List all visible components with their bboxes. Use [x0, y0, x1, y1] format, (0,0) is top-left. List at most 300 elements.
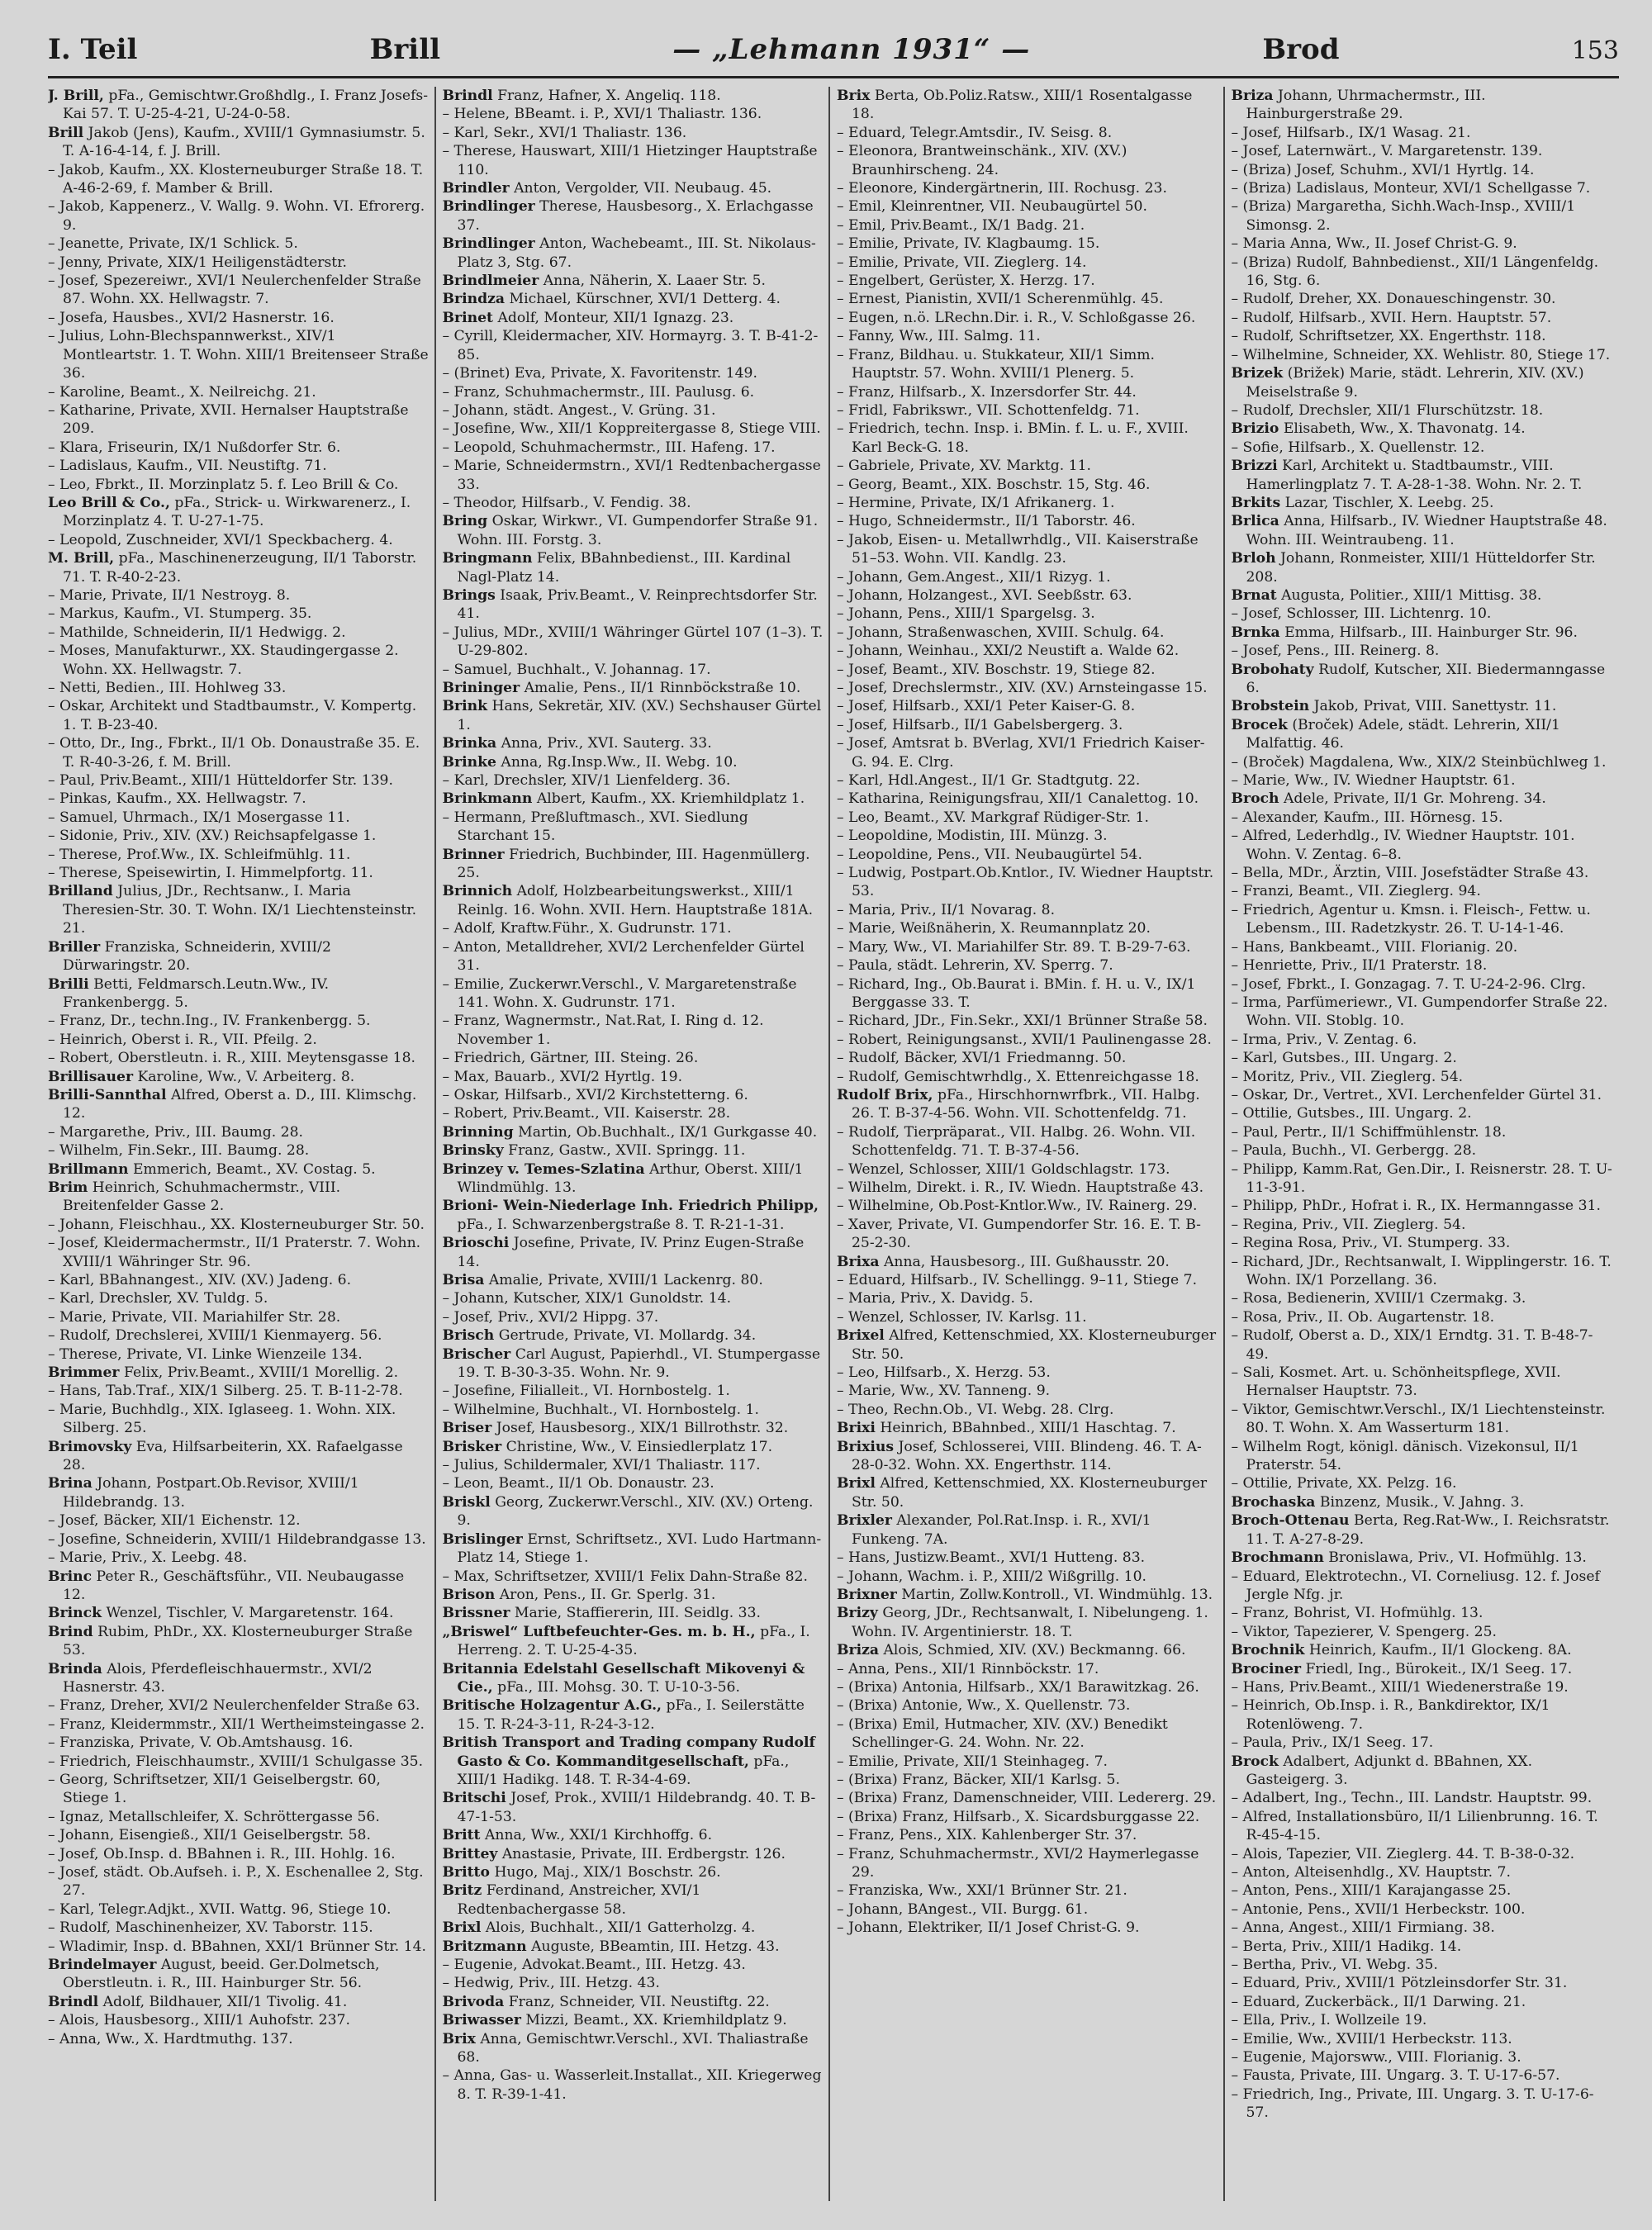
entry-surname: Brilland: [48, 883, 113, 900]
entry-details: – Antonie, Pens., XVII/1 Herbeckstr. 100.: [1231, 1900, 1526, 1918]
entry-details: – Sali, Kosmet. Art. u. Schönheitspflege, XVII. Hernalser Hauptstr. 73.: [1231, 1364, 1561, 1400]
entry-details: – (Broček) Magdalena, Ww., XIX/2 Steinbüchlweg 1.: [1231, 753, 1607, 771]
entry-details: Lazar, Tischler, X. Leebg. 25.: [1284, 494, 1494, 511]
directory-entry: [48, 1826, 430, 1844]
directory-entry: [837, 1808, 1218, 1826]
directory-entry: [837, 901, 1218, 919]
entry-details: – Josef, Spezereiwr., XVI/1 Neulerchenfelder Straße 87. Wohn. XX. Hellwagstr. 7.: [48, 273, 421, 308]
directory-entry: [837, 1919, 1218, 1937]
entry-surname: Brixler: [837, 1512, 892, 1530]
directory-entry: [443, 1660, 824, 1697]
directory-entry: [837, 494, 1218, 512]
entry-details: – Rudolf, Drechsler, XII/1 Flurschützstr. 18.: [1231, 401, 1544, 419]
directory-entry: [1232, 642, 1615, 660]
entry-details: – Johann, Kutscher, XIX/1 Gunoldstr. 14.: [442, 1290, 732, 1307]
directory-entry: [443, 309, 824, 327]
directory-entry: [1232, 2048, 1615, 2066]
entry-surname: Britto: [442, 1864, 490, 1881]
entry-details: Franz, Hafner, X. Angeliq. 118.: [497, 88, 721, 104]
directory-entry: [48, 1845, 430, 1863]
entry-surname: Brinzey v. Temes-Szlatina: [442, 1160, 645, 1178]
entry-details: – Ottilie, Gutsbes., III. Ungarg. 2.: [1231, 1105, 1472, 1122]
directory-entry: [443, 1438, 824, 1456]
entry-details: – Hans, Priv.Beamt., XIII/1 Wiedenerstraße 19.: [1231, 1678, 1569, 1696]
directory-entry: [1232, 1660, 1615, 1678]
entry-details: – Rudolf, Bäcker, XVI/1 Friedmanng. 50.: [837, 1050, 1127, 1067]
directory-entry: [837, 179, 1218, 197]
entry-details: – Johann, Gem.Angest., XII/1 Rizyg. 1.: [837, 568, 1111, 586]
entry-details: – Fanny, Ww., III. Salmg. 11.: [837, 328, 1041, 345]
entry-details: August, beeid. Ger.Dolmetsch, Oberstleutn. i. R., III. Hainburger Str. 56.: [63, 1957, 380, 1992]
directory-entry: [1232, 1753, 1615, 1790]
entry-details: pFa., Strick- u. Wirkwarenerz., I. Morzinplatz 4. T. U-27-1-75.: [63, 494, 411, 530]
directory-entry: [443, 494, 824, 512]
entry-details: – Karl, BBahnangest., XIV. (XV.) Jadeng. 6.: [48, 1272, 352, 1288]
directory-entry: [1232, 254, 1615, 291]
directory-entry: [443, 1586, 824, 1604]
entry-surname: Brociner: [1231, 1660, 1302, 1677]
entry-details: – Rudolf, Gemischtwrhdlg., X. Ettenreichgasse 18.: [837, 1068, 1199, 1085]
directory-entry: [443, 1049, 824, 1067]
directory-entry: [837, 568, 1218, 586]
directory-entry: [837, 1068, 1218, 1086]
directory-entry: [443, 679, 824, 697]
entry-details: Emmerich, Beamt., XV. Costag. 5.: [132, 1160, 376, 1178]
directory-entry: [1232, 1401, 1615, 1438]
entry-details: – Richard, Ing., Ob.Baurat i. BMin. f. H. u. V., IX/1 Berggasse 33. T.: [837, 975, 1196, 1011]
entry-details: Berta, Reg.Rat-Ww., I. Reichsratstr. 11. T. A-27-8-29.: [1246, 1512, 1610, 1548]
directory-entry: [443, 753, 824, 771]
directory-entry: [837, 605, 1218, 623]
entry-details: Betti, Feldmarsch.Leutn.Ww., IV. Frankenbergg. 5.: [63, 975, 330, 1011]
entry-details: – Friedrich, Fleischhaumstr., XVIII/1 Schulgasse 35.: [48, 1753, 424, 1770]
entry-details: – Eduard, Hilfsarb., IV. Schellingg. 9–11, Stiege 7.: [837, 1272, 1198, 1288]
directory-entry: [1232, 1123, 1615, 1141]
entry-details: – Markus, Kaufm., VI. Stumperg. 35.: [48, 605, 312, 623]
entry-details: Heinrich, Kaufm., II/1 Glockeng. 8A.: [1308, 1642, 1572, 1659]
entry-details: – Johann, Holzangest., XVI. Seebßstr. 63.: [837, 586, 1132, 604]
entry-details: – Samuel, Buchhalt., V. Johannag. 17.: [442, 661, 711, 678]
directory-entry: [1232, 1604, 1615, 1622]
entry-details: Karl, Architekt u. Stadtbaumstr., VIII. Hamerlingplatz 7. T. A-28-1-38. Wohn. Nr. 2. T.: [1246, 458, 1583, 493]
directory-entry: [1232, 1511, 1615, 1549]
directory-entry: [837, 197, 1218, 216]
directory-entry: [1232, 1919, 1615, 1937]
directory-entry: [48, 1234, 430, 1271]
entry-surname: Brioni- Wein-Niederlage Inh. Friedrich Philipp,: [442, 1198, 819, 1215]
entry-details: – Hugo, Schneidermstr., II/1 Taborstr. 46.: [837, 513, 1136, 530]
entry-surname: „Briswel“ Luftbefeuchter-Ges. m. b. H.,: [442, 1623, 756, 1640]
entry-details: – (Briza) Ladislaus, Monteur, XVI/1 Schellgasse 7.: [1231, 180, 1591, 197]
entry-details: Josef, Prok., XVIII/1 Hildebrandg. 40. T. B-47-1-53.: [457, 1790, 816, 1825]
entry-details: – Theo, Rechn.Ob., VI. Webg. 28. Clrg.: [837, 1401, 1114, 1418]
last-name-guide: Brod: [1262, 33, 1340, 66]
entry-details: – Ludwig, Postpart.Ob.Kntlor., IV. Wiedner Hauptstr. 53.: [837, 865, 1214, 900]
entry-details: – Franzi, Beamt., VII. Zieglerg. 94.: [1231, 883, 1481, 900]
directory-entry: [443, 1289, 824, 1307]
directory-entry: [443, 272, 824, 290]
entry-details: – Alfred, Installationsbüro, II/1 Lilienbrunng. 16. T. R-45-4-15.: [1231, 1808, 1598, 1844]
entry-details: – Jakob, Eisen- u. Metallwrhdlg., VII. Kaiserstraße 51–53. Wohn. VII. Kandlg. 23.: [837, 531, 1199, 567]
entry-surname: Brioschi: [442, 1235, 510, 1252]
entry-surname: Brindler: [442, 180, 510, 197]
entry-details: Anna, Näherin, X. Laaer Str. 5.: [543, 273, 766, 290]
entry-surname: Brindlinger: [442, 198, 535, 216]
directory-entry: [1232, 1881, 1615, 1900]
entry-details: – Josef, Schlosser, III. Lichtenrg. 10.: [1231, 605, 1492, 623]
directory-entry: [443, 1123, 824, 1141]
entry-details: – Regina Rosa, Priv., VI. Stumperg. 33.: [1231, 1235, 1511, 1252]
entry-details: Anton, Wachebeamt., III. St. Nikolaus-Platz 3, Stg. 67.: [457, 235, 816, 271]
directory-entry: [48, 1308, 430, 1326]
entry-details: – Johann, Straßenwaschen, XVIII. Schulg. 64.: [837, 624, 1165, 641]
directory-entry: [443, 87, 824, 105]
directory-entry: [837, 1696, 1218, 1715]
entry-surname: J. Brill,: [48, 88, 104, 104]
directory-entry: [1232, 882, 1615, 900]
entry-details: – Helene, BBeamt. i. P., XVI/1 Thaliastr. 136.: [442, 106, 762, 123]
directory-entry: [443, 2066, 824, 2104]
entry-details: – Rosa, Bedienerin, XVIII/1 Czermakg. 3.: [1231, 1290, 1526, 1307]
directory-entry: [443, 1382, 824, 1400]
entry-details: – Josef, Hilfsarb., XXI/1 Peter Kaiser-G. 8.: [837, 698, 1136, 715]
directory-entry: [443, 1419, 824, 1437]
directory-entry: [1232, 1289, 1615, 1307]
directory-entry: [837, 1289, 1218, 1307]
directory-entry: [443, 1493, 824, 1530]
directory-entry: [837, 1604, 1218, 1641]
directory-entry: [48, 124, 430, 161]
entry-surname: British Transport and Trading company Rudolf Gasto & Co. Kommanditgesellschaft,: [442, 1734, 815, 1770]
entry-details: – (Brixa) Emil, Hutmacher, XIV. (XV.) Benedikt Schellinger-G. 24. Wohn. Nr. 22.: [837, 1715, 1168, 1752]
entry-details: Georg, JDr., Rechtsanwalt, I. Nibelungeng. 1. Wohn. IV. Argentinierstr. 18. T.: [852, 1605, 1208, 1640]
directory-entry: [443, 1456, 824, 1474]
entry-details: – Franz, Kleidermmstr., XII/1 Wertheimsteingasse 2.: [48, 1715, 425, 1733]
entry-details: – Josef, Pens., III. Reinerg. 8.: [1231, 643, 1440, 660]
entry-details: (Brižek) Marie, städt. Lehrerin, XIV. (XV.) Meiselstraße 9.: [1246, 365, 1584, 401]
entry-details: – Josefine, Ww., XII/1 Koppreitergasse 8, Stiege VIII.: [442, 420, 821, 438]
entry-surname: Brillisauer: [48, 1068, 133, 1085]
directory-entry: [443, 383, 824, 401]
entry-details: – Eleonore, Kindergärtnerin, III. Rochusg. 23.: [837, 180, 1167, 197]
page-number: 153: [1571, 36, 1619, 65]
directory-entry: [837, 1715, 1218, 1753]
directory-entry: [443, 1956, 824, 1974]
directory-entry: [1232, 2011, 1615, 2029]
entry-details: Alois, Buchhalt., XII/1 Gatterholzg. 4.: [485, 1919, 756, 1937]
directory-entry: [1232, 1160, 1615, 1198]
entry-details: – Paula, städt. Lehrerin, XV. Sperrg. 7.: [837, 957, 1113, 975]
directory-entry: [48, 771, 430, 790]
entry-details: – Franziska, Private, V. Ob.Amtshausg. 16.: [48, 1734, 354, 1752]
directory-entry: [48, 235, 430, 253]
entry-details: Josef, Hausbesorg., XIX/1 Billrothstr. 32.: [496, 1420, 789, 1437]
directory-entry: [443, 1012, 824, 1049]
entry-details: – Therese, Speisewirtin, I. Himmelpfortg. 11.: [48, 865, 373, 882]
entry-details: – Paula, Priv., IX/1 Seeg. 17.: [1231, 1734, 1434, 1752]
entry-details: Anna, Hausbesorg., III. Gußhausstr. 20.: [883, 1253, 1170, 1270]
entry-surname: Brischer: [442, 1345, 511, 1363]
entry-details: – Josef, Fbrkt., I. Gonzagag. 7. T. U-24-2-96. Clrg.: [1231, 975, 1586, 993]
entry-details: pFa., I. Seilerstätte 15. T. R-24-3-11, R-24-3-12.: [457, 1697, 805, 1733]
entry-details: – Johann, Fleischhau., XX. Klosterneuburger Str. 50.: [48, 1216, 425, 1233]
directory-entry: [837, 1308, 1218, 1326]
directory-entry: [443, 1308, 824, 1326]
directory-entry: [443, 1623, 824, 1660]
page-header: [48, 33, 1619, 78]
entry-details: – Leo, Hilfsarb., X. Herzg. 53.: [837, 1364, 1051, 1382]
directory-entry: [1232, 1234, 1615, 1252]
entry-details: – Alois, Tapezier, VII. Zieglerg. 44. T. B-38-0-32.: [1231, 1845, 1575, 1862]
directory-entry: [48, 809, 430, 827]
entry-details: Alfred, Kettenschmied, XX. Klosterneuburger Str. 50.: [852, 1475, 1208, 1511]
entry-details: – Eduard, Elektrotechn., VI. Corneliusg. 12. f. Josef Jergle Nfg. jr.: [1231, 1568, 1600, 1603]
entry-details: – Alexander, Kaufm., III. Hörnesg. 15.: [1231, 809, 1503, 826]
entry-details: – Richard, JDr., Fin.Sekr., XXI/1 Brünner Straße 58.: [837, 1013, 1208, 1030]
entry-details: – Emilie, Private, IV. Klagbaumg. 15.: [837, 235, 1100, 253]
entry-details: – Marie, Schneidermstrn., XVI/1 Redtenbachergasse 33.: [442, 458, 821, 493]
entry-surname: Brocek: [1231, 716, 1288, 733]
directory-entry: [443, 882, 824, 919]
entry-details: – Johann, Elektriker, II/1 Josef Christ-G. 9.: [837, 1919, 1140, 1937]
directory-entry: [1232, 1308, 1615, 1326]
entry-details: – Wilhelm Rogt, königl. dänisch. Vizekonsul, II/1 Praterstr. 54.: [1231, 1438, 1579, 1474]
directory-entry: [1232, 1993, 1615, 2011]
directory-entry: [443, 1326, 824, 1345]
entry-details: – Leon, Beamt., II/1 Ob. Donaustr. 23.: [442, 1475, 714, 1492]
entry-details: Anastasie, Private, III. Erdbergstr. 126.: [501, 1845, 786, 1862]
entry-details: – Franz, Hilfsarb., X. Inzersdorfer Str. 44.: [837, 383, 1137, 401]
entry-surname: Brisa: [442, 1272, 485, 1288]
entry-details: Therese, Hausbesorg., X. Erlachgasse 37.: [457, 198, 814, 234]
entry-details: – Leopoldine, Pens., VII. Neubaugürtel 54.: [837, 846, 1142, 863]
directory-entry: [48, 272, 430, 309]
entry-surname: Brink: [442, 698, 488, 715]
entry-surname: Briller: [48, 938, 101, 956]
entry-surname: Brixel: [837, 1327, 885, 1345]
entry-details: – Jeanette, Private, IX/1 Schlick. 5.: [48, 235, 298, 253]
directory-entry: [443, 2030, 824, 2067]
entry-details: – Franz, Bildhau. u. Stukkateur, XII/1 Simm. Hauptstr. 57. Wohn. XVIII/1 Plenerg. 5.: [837, 346, 1155, 382]
directory-entry: [443, 846, 824, 883]
directory-entry: [1232, 1678, 1615, 1696]
entry-details: – Eduard, Telegr.Amtsdir., IV. Seisg. 8.: [837, 124, 1113, 141]
entry-details: – Eduard, Priv., XVIII/1 Pötzleinsdorfer Str. 31.: [1231, 1975, 1568, 1992]
directory-entry: [443, 1863, 824, 1881]
entry-details: – Johann, städt. Angest., V. Grüng. 31.: [442, 401, 716, 419]
entry-details: Isaak, Priv.Beamt., V. Reinprechtsdorfer Str. 41.: [457, 586, 818, 623]
directory-entry: [48, 1660, 430, 1697]
directory-entry: [1232, 1696, 1615, 1734]
directory-entry: [443, 197, 824, 235]
directory-entry: [1232, 1845, 1615, 1863]
directory-entry: [837, 1845, 1218, 1882]
directory-entry: [48, 1438, 430, 1475]
entry-details: – Mathilde, Schneiderin, II/1 Hedwigg. 2.: [48, 624, 346, 641]
directory-entry: [443, 1068, 824, 1086]
entry-surname: Brochnik: [1231, 1642, 1305, 1659]
entry-details: – Ernest, Pianistin, XVII/1 Scherenmühlg. 45.: [837, 291, 1164, 308]
entry-surname: Brislinger: [442, 1530, 523, 1548]
directory-entry: [837, 716, 1218, 734]
directory-entry: [443, 439, 824, 457]
directory-entry: [48, 1289, 430, 1307]
entry-details: Elisabeth, Ww., X. Thavonatg. 14.: [1283, 420, 1526, 438]
entry-surname: Brinck: [48, 1605, 102, 1622]
directory-entry: [48, 309, 430, 327]
entry-details: Julius, JDr., Rechtsanw., I. Maria Theresien-Str. 30. T. Wohn. IX/1 Liechtensteinstr. 21.: [63, 883, 417, 937]
directory-entry: [443, 1993, 824, 2011]
directory-entry: [837, 1474, 1218, 1511]
directory-entry: [837, 1160, 1218, 1179]
entry-details: – Eugenie, Majorsww., VIII. Florianig. 3.: [1231, 2049, 1521, 2066]
entry-details: Amalie, Pens., II/1 Rinnböckstraße 10.: [524, 680, 801, 696]
entry-details: – Karl, Drechsler, XV. Tuldg. 5.: [48, 1290, 268, 1307]
entry-details: – Paula, Buchh., VI. Gerbergg. 28.: [1231, 1142, 1477, 1160]
entry-details: – Hans, Bankbeamt., VIII. Florianig. 20.: [1231, 938, 1518, 956]
directory-entry: [443, 1271, 824, 1289]
directory-entry: [1232, 1956, 1615, 1974]
entry-details: Heinrich, Schuhmachermstr., VIII. Breitenfelder Gasse 2.: [63, 1179, 341, 1215]
entry-details: – Irma, Parfümeriewr., VI. Gumpendorfer Straße 22. Wohn. VII. Stoblg. 10.: [1231, 994, 1608, 1030]
entry-details: Karoline, Ww., V. Arbeiterg. 8.: [137, 1068, 355, 1085]
entry-details: – Maria, Priv., II/1 Novarag. 8.: [837, 901, 1056, 918]
entry-surname: Brix: [837, 88, 871, 104]
entry-details: – Gabriele, Private, XV. Marktg. 11.: [837, 458, 1091, 475]
entry-details: – Paul, Priv.Beamt., XIII/1 Hütteldorfer Str. 139.: [48, 772, 393, 790]
directory-entry: [48, 1401, 430, 1438]
entry-surname: Brilli-Sannthal: [48, 1086, 167, 1103]
entry-details: – Xaver, Private, VI. Gumpendorfer Str. 16. E. T. B-25-2-30.: [837, 1216, 1201, 1252]
part-label: I. Teil: [48, 33, 138, 66]
directory-entry: [1232, 420, 1615, 438]
directory-entry: [443, 919, 824, 937]
entry-details: Anna, Hilfsarb., IV. Wiedner Hauptstraße 48. Wohn. III. Weintraubeng. 11.: [1246, 513, 1607, 548]
directory-entry: [48, 605, 430, 623]
entry-details: pFa., I. Schwarzenbergstraße 8. T. R-21-1-31.: [457, 1216, 785, 1233]
directory-entry: [48, 476, 430, 494]
directory-entry: [48, 938, 430, 975]
entry-details: Anna, Ww., XXI/1 Kirchhoffg. 6.: [484, 1827, 713, 1844]
entry-details: – Berta, Priv., XIII/1 Hadikg. 14.: [1231, 1938, 1462, 1955]
entry-details: Josefine, Private, IV. Prinz Eugen-Straße 14.: [457, 1235, 805, 1270]
entry-details: – Josef, Bäcker, XII/1 Eichenstr. 12.: [48, 1512, 301, 1530]
directory-entry: [48, 1715, 430, 1734]
entry-details: – Emil, Kleinrentner, VII. Neubaugürtel 50.: [837, 198, 1147, 216]
entry-details: – Bella, MDr., Ärztin, VIII. Josefstädter Straße 43.: [1231, 865, 1589, 882]
directory-entry: [837, 401, 1218, 420]
entry-surname: Brix: [442, 2030, 476, 2047]
directory-entry: [443, 1696, 824, 1734]
entry-details: Anna, Gemischtwr.Verschl., XVI. Thaliastraße 68.: [457, 2030, 809, 2066]
entry-details: Hans, Sekretär, XIV. (XV.) Sechshauser Gürtel 1.: [457, 698, 822, 733]
entry-details: – Johann, BAngest., VII. Burgg. 61.: [837, 1900, 1089, 1918]
directory-entry: [1232, 1474, 1615, 1492]
entry-details: – Moritz, Priv., VII. Zieglerg. 54.: [1231, 1068, 1464, 1085]
directory-entry: [48, 1771, 430, 1808]
entry-details: – Richard, JDr., Rechtsanwalt, I. Wipplingerstr. 16. T. Wohn. IX/1 Porzellang. 36.: [1231, 1253, 1612, 1288]
directory-entry: [443, 1974, 824, 1992]
entry-surname: Brindelmayer: [48, 1957, 157, 1974]
entry-surname: Brill: [48, 124, 84, 141]
entry-details: – Moses, Manufakturwr., XX. Staudingergasse 2. Wohn. XX. Hellwagstr. 7.: [48, 643, 399, 678]
entry-details: – Friedrich, techn. Insp. i. BMin. f. L. u. F., XVIII. Karl Beck-G. 18.: [837, 420, 1189, 456]
directory-entry: [1232, 309, 1615, 327]
entry-details: – Georg, Schriftsetzer, XII/1 Geiselbergstr. 60, Stiege 1.: [48, 1771, 381, 1807]
directory-entry: [1232, 1493, 1615, 1511]
directory-entry: [443, 512, 824, 549]
directory-columns: [48, 87, 1619, 2201]
directory-entry: [443, 1845, 824, 1863]
directory-entry: [1232, 809, 1615, 827]
directory-entry: [837, 531, 1218, 568]
entry-surname: Broch-Ottenau: [1231, 1512, 1350, 1530]
entry-details: Heinrich, BBahnbed., XIII/1 Haschtag. 7.: [880, 1420, 1176, 1437]
directory-entry: [443, 1401, 824, 1419]
entry-details: – Jakob, Kaufm., XX. Klosterneuburger Straße 18. T. A-46-2-69, f. Mamber & Brill.: [48, 161, 424, 197]
directory-entry: [1232, 1808, 1615, 1845]
entry-details: Hugo, Maj., XIX/1 Boschstr. 26.: [494, 1864, 721, 1881]
entry-surname: Brindlmeier: [442, 273, 539, 290]
entry-surname: Brizzi: [1231, 458, 1278, 475]
entry-details: Rudolf, Kutscher, XII. Biedermanngasse 6.: [1246, 661, 1606, 696]
directory-entry: [443, 661, 824, 679]
directory-entry: [48, 882, 430, 937]
entry-details: – Max, Bauarb., XVI/2 Hyrtlg. 19.: [442, 1068, 683, 1085]
entry-details: – Josef, Laternwärt., V. Margaretenstr. 139.: [1231, 143, 1543, 160]
entry-surname: Brixius: [837, 1438, 895, 1455]
directory-entry: [1232, 1549, 1615, 1567]
directory-entry: [443, 1197, 824, 1234]
column-4: [1232, 87, 1620, 2201]
directory-entry: [443, 975, 824, 1013]
directory-entry: [1232, 179, 1615, 197]
directory-entry: [1232, 494, 1615, 512]
directory-entry: [1232, 2085, 1615, 2123]
directory-entry: [1232, 753, 1615, 771]
entry-details: – Engelbert, Gerüster, X. Herzg. 17.: [837, 273, 1095, 290]
entry-details: – Fridl, Fabrikswr., VII. Schottenfeldg. 71.: [837, 401, 1140, 419]
directory-entry: [837, 1049, 1218, 1067]
entry-details: – Fausta, Private, III. Ungarg. 3. T. U-17-6-57.: [1231, 2067, 1560, 2085]
entry-details: Josef, Schlosserei, VIII. Blindeng. 46. T. A-28-0-32. Wohn. XX. Engerthstr. 114.: [852, 1438, 1202, 1474]
entry-details: – Emilie, Private, VII. Zieglerg. 14.: [837, 254, 1087, 271]
entry-surname: Brim: [48, 1179, 88, 1196]
entry-details: pFa., Gemischtwr.Großhdlg., I. Franz Josefs-Kai 57. T. U-25-4-21, U-24-0-58.: [63, 88, 429, 123]
directory-entry: [1232, 586, 1615, 605]
directory-entry: [443, 1568, 824, 1586]
directory-entry: [443, 624, 824, 661]
entry-details: – Johann, Eisengieß., XII/1 Geiselbergstr. 58.: [48, 1827, 371, 1844]
directory-entry: [837, 642, 1218, 660]
entry-details: – Eugenie, Advokat.Beamt., III. Hetzg. 43.: [442, 1957, 746, 1974]
directory-entry: [1232, 87, 1615, 124]
entry-surname: Brixl: [442, 1919, 482, 1937]
directory-entry: [1232, 938, 1615, 956]
entry-details: Anton, Vergolder, VII. Neubaug. 45.: [514, 180, 772, 197]
entry-surname: Brloh: [1231, 550, 1276, 567]
directory-entry: [443, 364, 824, 382]
entry-details: – Josef, städt. Ob.Aufseh. i. P., X. Eschenallee 2, Stg. 27.: [48, 1864, 424, 1900]
directory-entry: [1232, 457, 1615, 494]
entry-details: Anna, Rg.Insp.Ww., II. Webg. 10.: [501, 753, 738, 771]
directory-entry: [837, 1641, 1218, 1659]
directory-entry: [1232, 1253, 1615, 1290]
directory-entry: [48, 1326, 430, 1345]
entry-details: Augusta, Politier., XIII/1 Mittisg. 38.: [1281, 586, 1542, 604]
directory-entry: [443, 401, 824, 420]
directory-entry: [1232, 1623, 1615, 1641]
